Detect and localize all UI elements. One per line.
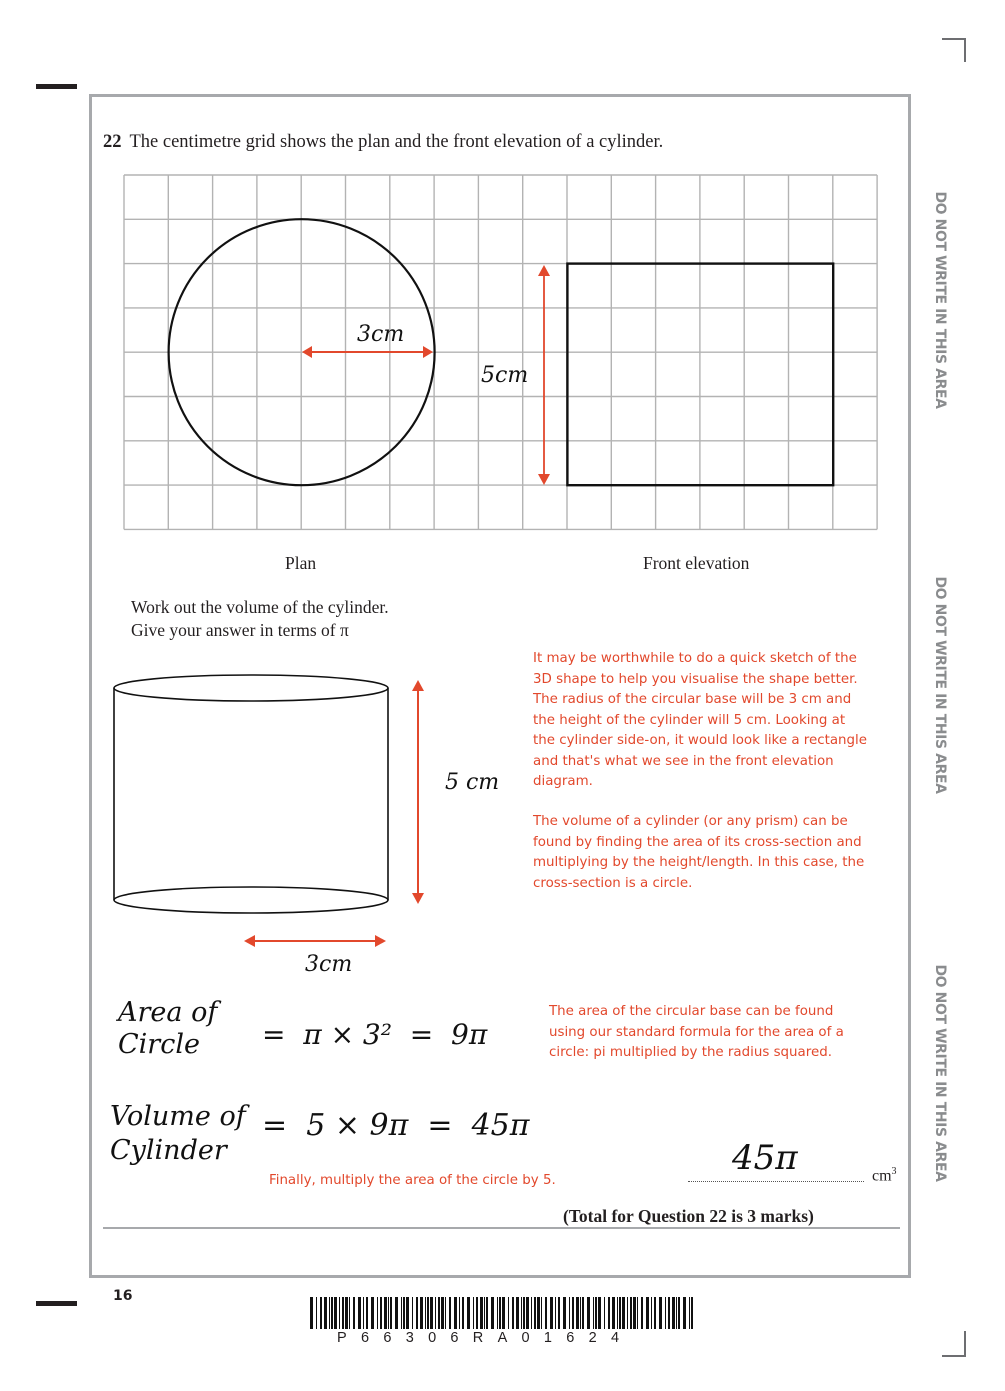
- crop-mark-top-h: [942, 38, 966, 40]
- question-total: (Total for Question 22 is 3 marks): [563, 1206, 814, 1226]
- margin-warning-3: DO NOT WRITE IN THIS AREA: [932, 964, 948, 1182]
- page-number: 16: [113, 1288, 133, 1304]
- plan-label: Plan: [285, 553, 317, 573]
- margin-bar-top: [36, 84, 77, 89]
- question-end-rule: [103, 1227, 900, 1229]
- note-area-explanation: The area of the circular base can be found using our standard formula for the area of a circle: pi multiplied by the radius squared.: [549, 1004, 844, 1060]
- centimetre-grid: [118, 170, 886, 536]
- volume-label-line1: Volume of: [110, 1101, 246, 1132]
- question-stem: [103, 132, 663, 153]
- answer-value[interactable]: 45π: [732, 1138, 798, 1178]
- working-volume-label: [110, 1100, 246, 1168]
- plan-radius-annotation: 3cm: [357, 322, 405, 347]
- crop-mark-bottom-v: [964, 1331, 966, 1355]
- barcode: [310, 1297, 695, 1329]
- note-volume-explanation: The volume of a cylinder (or any prism) can be found by finding the area of its cross-section and multiplying by the height/length. In this case, the cross-section is a circle.: [533, 814, 865, 891]
- area-label-line1: Area of: [118, 997, 218, 1028]
- volume-equation: = 5 × 9π = 45π: [262, 1108, 530, 1143]
- elevation-height-annotation: 5cm: [481, 363, 529, 388]
- sketch-height-arrow: [405, 678, 433, 908]
- volume-label-line2: Cylinder: [110, 1135, 227, 1166]
- note-sketch-explanation: It may be worthwhile to do a quick sketch of the 3D shape to help you visualise the shape better. The radius of the circular base will be 3 cm and the height of the cylinder will 5 cm. Looking at the cylinder side-on, it would look like a rectangle and that's what we see in the front elevation diagram.: [533, 651, 867, 789]
- question-number: 22: [103, 132, 122, 152]
- margin-warning-1: DO NOT WRITE IN THIS AREA: [932, 191, 948, 409]
- barcode-text: P66306RA01624: [337, 1330, 634, 1346]
- sketch-radius-arrow: [240, 930, 390, 952]
- margin-warning-2: DO NOT WRITE IN THIS AREA: [932, 576, 948, 794]
- instruction-1: Work out the volume of the cylinder.: [131, 597, 389, 617]
- area-label-line2: Circle: [118, 1029, 200, 1060]
- cylinder-sketch: [105, 660, 405, 920]
- crop-mark-top-v: [964, 38, 966, 62]
- working-area-label: [118, 997, 217, 1061]
- answer-unit: $cm^3$: [872, 1166, 897, 1185]
- note-final-step: Finally, multiply the area of the circle by 5.: [269, 1173, 556, 1188]
- margin-bar-bottom: [36, 1301, 77, 1306]
- front-elevation-label: Front elevation: [643, 553, 750, 573]
- sketch-radius-annotation: 3cm: [305, 952, 353, 977]
- sketch-height-annotation: 5 cm: [445, 770, 500, 795]
- crop-mark-bottom-h: [942, 1355, 966, 1357]
- answer-line[interactable]: [688, 1181, 864, 1182]
- area-equation: = π × 3² = 9π: [262, 1018, 488, 1051]
- instruction-2: Give your answer in terms of π: [131, 620, 349, 640]
- question-text: The centimetre grid shows the plan and the front elevation of a cylinder.: [129, 132, 664, 152]
